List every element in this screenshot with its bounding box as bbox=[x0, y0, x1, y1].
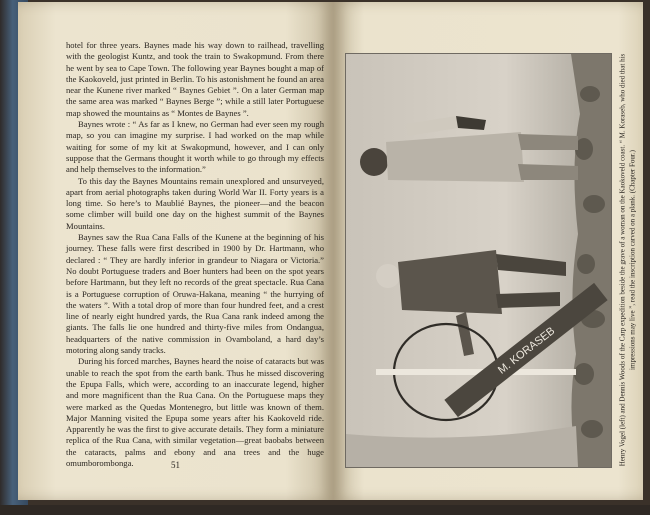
left-page bbox=[18, 2, 333, 500]
plank-inscription: M. KORASEB bbox=[495, 324, 558, 377]
paragraph: Baynes saw the Rua Cana Falls of the Kunene at the beginning of his journey. These falls were first described in 1900 by Dr. Hartmann, who declared : “ They are hardly inferior in grandeur to Niagara or Victoria.” No doubt Portuguese traders and Boer hunters had been on the spot years before Hartmann, but they left no records of the great spectacle. Rua Cana is a Portuguese corruption of Oruwa-Hakana, meaning “ the hurrying of the waters ”. With a total drop of more than four hundred feet, and a crest line of nearly eight hundred yards, the Rua Cana rank indeed among the giants. The falls lie one hundred and thirty-five miles from Ondangua, headquarters of the native commission in Ovamboland, a hard day’s motoring along sandy tracks. bbox=[66, 232, 324, 356]
caption-area bbox=[614, 53, 642, 466]
body-text bbox=[66, 40, 324, 469]
paragraph: Baynes wrote : “ As far as I knew, no German had ever seen my rough map, so you can imagine my surprise. I had worked on the map while waiting for some of my kit at Swakopmund, however, and I can only suppose that the Germans thought it worth while to go through my effects and help themselves to the information.” bbox=[66, 119, 324, 175]
paragraph: To this day the Baynes Mountains remain unexplored and unsurveyed, apart from aerial photographs taken during World War II. Forty years is a long time. So here’s to Maublié Baynes, the pioneer—and the beacon some climber will build one day on the highest summit of the Baynes Mountains. bbox=[66, 175, 324, 231]
photo-scene bbox=[346, 54, 611, 467]
photo-caption: Henry Vogel (left) and Dennis Woods of the Carp expedition beside the grave of a woman on the Kaokoveld coast. “ M. Koraseb, who died that his impressions may live ”, read the inscription carved on a plank. (Chapter Four.) bbox=[618, 53, 636, 466]
paragraph: During his forced marches, Baynes heard the noise of cataracts but was unable to reach the spot from the earth bank. Thus he missed discovering the Epupa Falls, which were, according to an inaccurate legend, higher and more magnificent than the Rua Cana. On the Portuguese maps they were marked as the Quedas Montenegro, but little was known of them. Major Manning visited the Epupa some years after his Kaokoveld ride. Apparently he was the first to give accurate details. They form a miniature replica of the Rua Cana, with similar vegetation—great baobabs between the cataracts, palms and ebony and ana trees and the huge omumborombonga. bbox=[66, 356, 324, 468]
page-number: 51 bbox=[171, 460, 180, 470]
photograph bbox=[345, 53, 612, 468]
paragraph: hotel for three years. Baynes made his way down to railhead, travelling with the geologist Kuntz, and took the train to Swakopmund. From there he went by sea to Cape Town. The following year Baynes bought a map of the Kaokoveld, just printed in Berlin. To his astonishment he found an area near the Kunene river marked “ Baynes Gebiet ”. On a later German map the same area was marked “ Baynes Berge ”; while a still later Portuguese map showed the mountains as “ Montes de Baynes ”. bbox=[66, 40, 324, 118]
table-surface bbox=[0, 505, 650, 515]
